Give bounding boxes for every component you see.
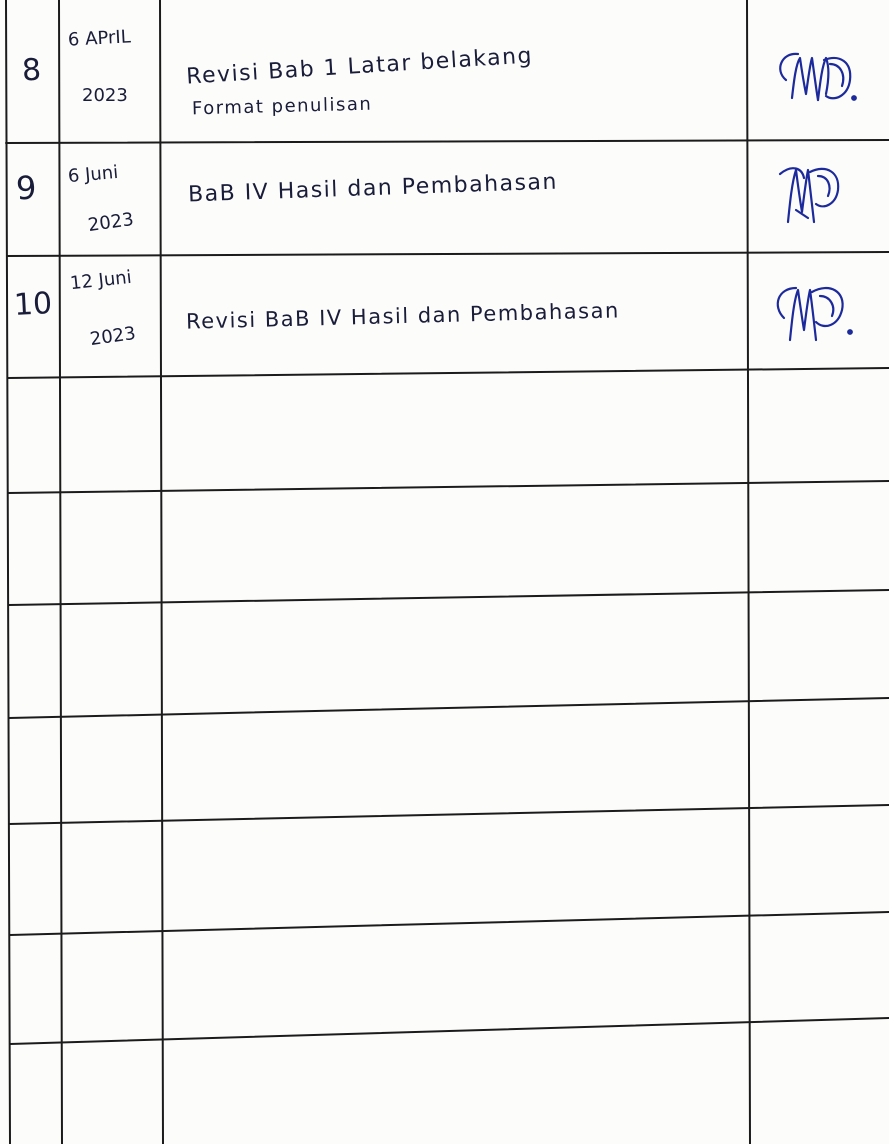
column-divider-activity-signature — [747, 0, 750, 1144]
row-number: 10 — [13, 286, 54, 323]
signature-image — [766, 270, 862, 356]
row-line-2 — [7, 252, 889, 256]
row-line-8 — [10, 912, 889, 935]
row-line-5 — [9, 590, 889, 605]
date-line2: 2023 — [88, 322, 137, 351]
date-line2: 2023 — [82, 85, 128, 106]
row-number: 8 — [21, 52, 42, 89]
row-line-3 — [8, 368, 889, 378]
activity-line1: Revisi Bab 1 Latar belakang — [185, 43, 534, 90]
column-divider-no-date — [59, 0, 62, 1144]
date-line1: 12 Juni — [69, 266, 133, 295]
date-line2: 2023 — [86, 208, 135, 237]
table-left-border — [6, 0, 10, 1144]
column-divider-date-activity — [160, 0, 163, 1144]
row-line-6 — [9, 698, 889, 718]
signature-image — [766, 156, 862, 236]
activity-line1: Revisi BaB IV Hasil dan Pembahasan — [185, 298, 621, 334]
row-line-4 — [8, 481, 889, 493]
row-line-9 — [10, 1018, 889, 1044]
signature-image — [768, 40, 864, 122]
row-number: 9 — [15, 168, 38, 208]
row-line-7 — [9, 805, 889, 824]
activity-line2: Format penulisan — [191, 93, 373, 120]
date-line1: 6 APrIL — [67, 26, 132, 51]
activity-line1: BaB IV Hasil dan Pembahasan — [187, 169, 559, 208]
row-line-1 — [6, 140, 889, 143]
date-line1: 6 Juni — [67, 161, 120, 188]
